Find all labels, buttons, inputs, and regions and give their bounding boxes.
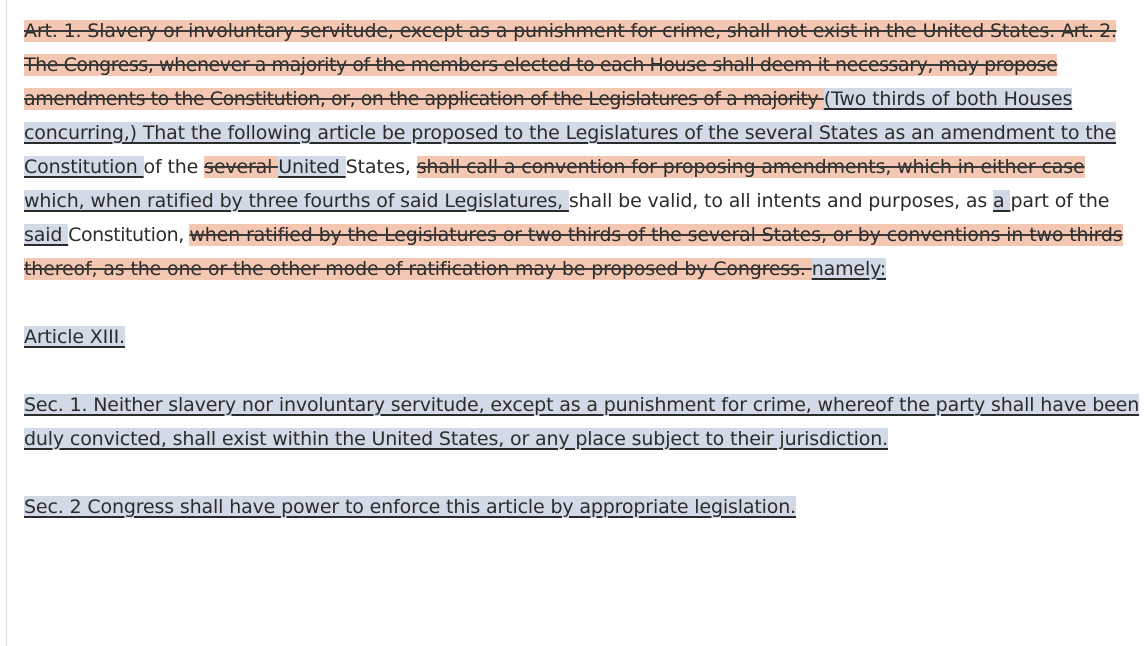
paragraph-gap [24,456,1144,490]
article-heading [24,320,1144,354]
inserted-text: United [278,156,346,178]
paragraph-gap [24,286,1144,320]
deleted-text: Art. 2. The Congress, whenever a majority of the members elected to each House shall deem it necessary, may propose amendments to the Constitution, or, on the application of the Legislatures of a majority [24,20,1117,110]
inserted-text: which, when ratified by three fourths of said Legislatures, [24,190,569,212]
joint-resolution-paragraph [24,14,1144,286]
inserted-text: said [24,224,69,246]
section-2-paragraph [24,490,1144,524]
unchanged-text: part of the [1010,190,1110,212]
paragraph-gap [24,354,1144,388]
section-1-paragraph [24,388,1144,456]
inserted-text: Article XIII. [24,326,125,348]
redline-document [24,14,1144,524]
unchanged-text: States, [345,156,417,178]
deleted-text: when ratified by the Legislatures or two thirds of the several States, or by conventions in two thirds thereof, as the one or the other mode of ratification may be proposed by Congress. [24,224,1123,280]
inserted-text: Sec. 2 Congress shall have power to enforce this article by appropriate legislation. [24,496,797,518]
left-margin-rule [6,0,7,646]
unchanged-text: of the [143,156,205,178]
inserted-text: a [993,190,1011,212]
inserted-text: (Two thirds of both Houses concurring,) That the following article be proposed to the Legislatures of the several States as an amendment to the Constitution [24,88,1117,178]
inserted-text: Sec. 1. Neither slavery nor involuntary servitude, except as a punishment for crime, whereof the party shall have been duly convicted, shall exist within the United States, or any place subject to their jurisdiction. [24,394,1140,450]
inserted-text: namely: [811,258,887,280]
deleted-text: shall call a convention for proposing amendments, which in either case [416,156,1085,178]
unchanged-text: Constitution, [68,224,190,246]
deleted-text: Art. 1. Slavery or involuntary servitude, except as a punishment for crime, shall not exist in the United States. [24,20,1062,42]
deleted-text: several [204,156,279,178]
unchanged-text: shall be valid, to all intents and purposes, as [568,190,994,212]
